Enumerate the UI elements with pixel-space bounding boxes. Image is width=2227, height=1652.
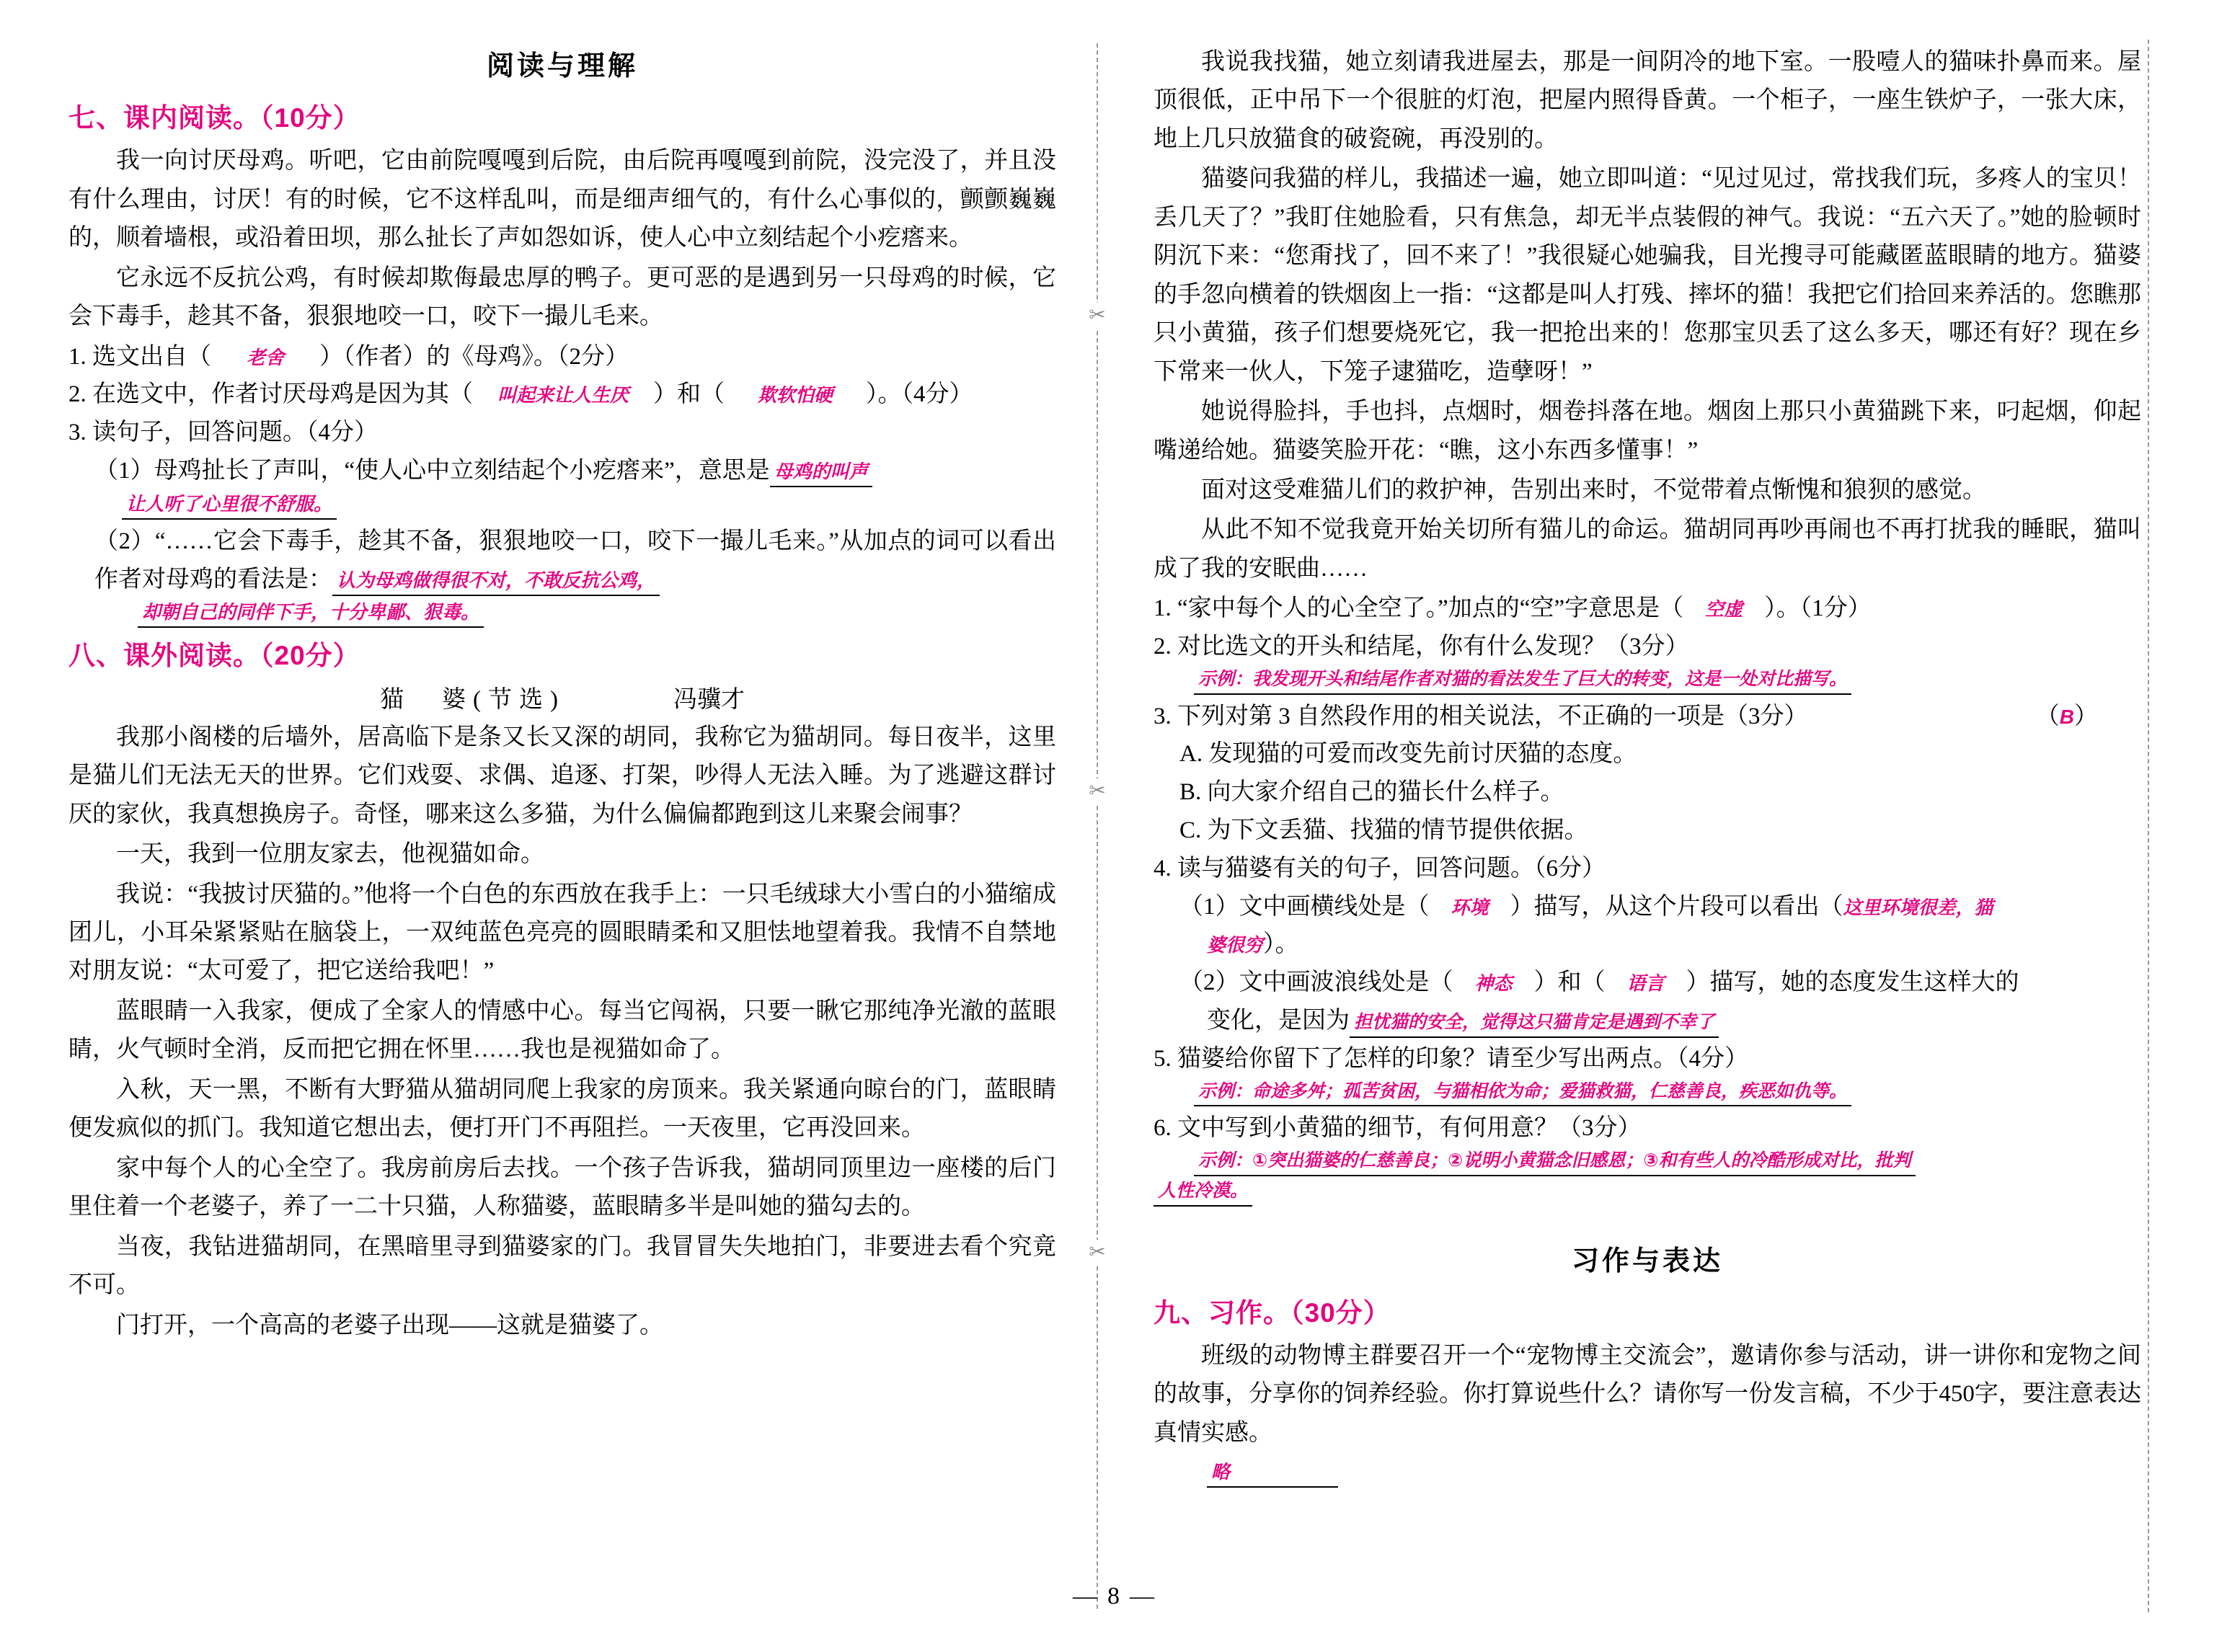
rq6-answer-line-1[interactable]: 示例：①突出猫婆的仁慈善良；②说明小黄猫念旧感恩；③和有些人的冷酷形成对比，批判 — [1194, 1149, 1916, 1176]
right-question-3-stem — [1154, 698, 2141, 736]
rq4-1-prefix: （1）文中画横线处是（ — [1179, 893, 1430, 920]
part7-question-3-2 — [68, 523, 1056, 599]
rq4-2-prefix: （2）文中画波浪线处是（ — [1179, 969, 1453, 996]
article-author: 冯骥才 — [673, 686, 745, 713]
q3-2-answer-row-2 — [68, 600, 1056, 628]
rq6-answer-line-2[interactable]: 人性冷漠。 — [1154, 1179, 1252, 1207]
rq4-1-answer-2-line-1[interactable]: 这里环境很差，猫 — [1843, 896, 1993, 918]
part8-passage-continued: 从此不知不觉我竟开始关切所有猫儿的命运。猫胡同再吵再闹也不再打扰我的睡眠，猫叫成了我的安眠曲…… — [1154, 517, 2141, 582]
rq4-sub2 — [1154, 964, 2141, 1002]
rq4-2-answer-3[interactable]: 担忧猫的安全，觉得这只猫肯定是遇到不幸了 — [1350, 1011, 1719, 1038]
rq3-option-a[interactable]: A. 发现猫的可爱而改变先前讨厌猫的态度。 — [1179, 741, 1637, 768]
part8-passage-continued: 我说我找猫，她立刻请我进屋去，那是一间阴冷的地下室。一股噎人的猫味扑鼻而来。屋顶很低，正中吊下一个很脏的灯泡，把屋内照得昏黄。一个柜子，一座生铁炉子，一张大床，地上几只放猫食的破瓷碗，再没别的。 — [1154, 49, 2141, 152]
right-question-4-stem: 4. 读与猫婆有关的句子，回答问题。（6分） — [1154, 855, 1606, 881]
part8-passage-paragraph: 蓝眼睛一入我家，便成了全家人的情感中心。每当它闯祸，只要一瞅它那纯净光澈的蓝眼睛，火气顿时全消，反而把它拥在怀里……我也是视猫如命了。 — [68, 998, 1056, 1063]
part7-question-3-1 — [68, 452, 1056, 490]
q3-1-text: （1）母鸡扯长了声叫，“使人心中立刻结起个小疙瘩来”，意思是 — [94, 457, 770, 484]
rq4-sub1-line2 — [1154, 925, 2141, 964]
right-edge-dashed-line — [2148, 40, 2149, 1612]
rq3-answer[interactable]: B — [2059, 705, 2074, 728]
rq3-option-c[interactable]: C. 为下文丢猫、找猫的情节提供依据。 — [1179, 817, 1588, 844]
q3-1-answer-line-2[interactable]: 让人听了心里很不舒服。 — [122, 492, 337, 520]
center-gutter-dashed-line — [1097, 43, 1098, 1609]
q1-prefix: 1. 选文出自（ — [68, 343, 211, 370]
q3-2-answer-line-2[interactable]: 却朝自己的同伴下手，十分卑鄙、狠毒。 — [138, 600, 484, 628]
part9-heading: 九、习作。（30分） — [1154, 1297, 1391, 1328]
q1-suffix: ）（作者）的《母鸡》。（2分） — [319, 343, 629, 370]
part8-passage-paragraph: 一天，我到一位朋友家去，他视猫如命。 — [116, 841, 544, 868]
scissors-icon: ✂ — [1084, 1240, 1110, 1266]
rq6-answer-row-1 — [1154, 1149, 2141, 1176]
rq3-answer-bracket: （B） — [2035, 703, 2098, 729]
part8-heading: 八、课外阅读。（20分） — [68, 641, 360, 671]
scissors-icon: ✂ — [1084, 303, 1110, 329]
rq4-sub2-line2 — [1154, 1002, 2141, 1040]
rq4-1-answer-2-line-2[interactable]: 婆很穷 — [1207, 934, 1264, 956]
left-column — [68, 43, 1056, 1346]
rq4-1-answer-1[interactable]: 环境 — [1451, 896, 1489, 918]
rq4-1-middle: ）描写，从这个片段可以看出（ — [1510, 893, 1843, 920]
part8-passage-paragraph: 当夜，我钻进猫胡同，在黑暗里寻到猫婆家的门。我冒冒失失地拍门，非要进去看个究竟不可。 — [68, 1233, 1056, 1299]
q3-2-text: （2）“……它会下毒手，趁其不备，狠狠地咬一口，咬下一撮儿毛来。”从加点的词可以看出作者对母鸡的看法是： — [94, 528, 1056, 592]
article-title: 猫 婆(节选) — [380, 686, 565, 713]
right-question-2-stem: 2. 对比选文的开头和结尾，你有什么发现？（3分） — [1154, 634, 1689, 660]
article-title-row — [68, 680, 1056, 714]
rq1-prefix: 1. “家中每个人的心全空了。”加点的“空”字意思是（ — [1154, 595, 1684, 622]
rq2-answer[interactable]: 示例：我发现开头和结尾作者对猫的看法发生了巨大的转变，这是一处对比描写。 — [1194, 667, 1851, 695]
rq3-option-b[interactable]: B. 向大家介绍自己的猫长什么样子。 — [1179, 779, 1564, 806]
footer-dash-left: — — [1073, 1583, 1097, 1609]
part7-question-3-stem: 3. 读句子，回答问题。（4分） — [68, 419, 378, 446]
q2-answer-2[interactable]: 欺软怕硬 — [757, 384, 833, 407]
rq4-2-suffix: ）描写，她的态度发生这样大的 — [1686, 969, 2019, 996]
part9-prompt: 班级的动物博主群要召开一个“宠物博主交流会”，邀请你参与活动，讲一讲你和宠物之间的故事，分享你的饲养经验。你打算说些什么？请你写一份发言稿，不少于450字，要注意表达真情实感。 — [1154, 1342, 2141, 1446]
rq2-answer-row — [1154, 667, 2141, 695]
section-title-reading: 阅读与理解 — [486, 51, 638, 81]
section-title-writing: 习作与表达 — [1571, 1245, 1723, 1276]
part8-passage-continued: 面对这受难猫儿们的救护神，告别出来时，不觉带着点惭愧和狼狈的感觉。 — [1201, 476, 1986, 503]
part9-answer-row — [1154, 1460, 2141, 1488]
part8-passage-continued: 她说得脸抖，手也抖，点烟时，烟卷抖落在地。烟囱上那只小黄猫跳下来，叼起烟，仰起嘴递给她。猫婆笑脸开花：“瞧，这小东西多懂事！” — [1154, 399, 2141, 463]
rq5-answer[interactable]: 示例：命途多舛；孤苦贫困，与猫相依为命；爱猫救猫，仁慈善良，疾恶如仇等。 — [1194, 1080, 1851, 1107]
q3-1-answer-line-1[interactable]: 母鸡的叫声 — [770, 459, 872, 487]
page-number: 8 — [1107, 1583, 1120, 1609]
rq4-2-answer-1[interactable]: 神态 — [1474, 972, 1513, 995]
q2-suffix: ）。（4分） — [866, 381, 973, 408]
part8-passage-paragraph: 我那小阁楼的后墙外，居高临下是条又长又深的胡同，我称它为猫胡同。每日夜半，这里是猫儿们无法无天的世界。它们戏耍、求偶、追逐、打架，吵得人无法入睡。为了逃避这群讨厌的家伙，我真想换房子。奇怪，哪来这么多猫，为什么偏偏都跑到这儿来聚会闹事？ — [68, 724, 1056, 827]
q2-middle: ）和（ — [653, 381, 725, 408]
q2-prefix: 2. 在选文中，作者讨厌母鸡是因为其（ — [68, 381, 473, 408]
rq4-sub1 — [1154, 888, 2141, 926]
rq3-stem-text: 3. 下列对第 3 自然段作用的相关说法，不正确的一项是（3分） — [1154, 703, 1808, 729]
part8-passage-paragraph: 家中每个人的心全空了。我房前房后去找。一个孩子告诉我，猫胡同顶里边一座楼的后门里住着一个老婆子，养了一二十只猫，人称猫婆，蓝眼睛多半是叫她的猫勾去的。 — [68, 1155, 1056, 1220]
rq5-answer-row — [1154, 1080, 2141, 1107]
rq4-1-suffix: ）。 — [1263, 931, 1299, 958]
part8-passage-continued: 猫婆问我猫的样儿，我描述一遍，她立即叫道：“见过见过，常找我们玩，多疼人的宝贝！丢几天了？”我盯住她脸看，只有焦急，却无半点装假的神气。我说：“五六天了。”她的脸顿时阴沉下来：“您甭找了，回不来了！”我很疑心她骗我，目光搜寻可能藏匿蓝眼睛的地方。猫婆的手忽向横着的铁烟囱上一指：“这都是叫人打残、摔坏的猫！我把它们拾回来养活的。您瞧那只小黄猫，孩子们想要烧死它，我一把抢出来的！您那宝贝丢了这么多天，哪还有好？现在乡下常来一伙人，下笼子逮猫吃，造孽呀！” — [1154, 166, 2141, 385]
q3-2-answer-line-1[interactable]: 认为母鸡做得很不对，不敢反抗公鸡， — [332, 568, 660, 596]
rq1-suffix: ）。（1分） — [1764, 595, 1872, 622]
part8-passage-paragraph: 我说：“我披讨厌猫的。”他将一个白色的东西放在我手上：一只毛绒球大小雪白的小猫缩成团儿，小耳朵紧紧贴在脑袋上，一双纯蓝色亮亮的圆眼睛柔和又胆怯地望着我。我情不自禁地对朋友说：“太可爱了，把它送给我吧！” — [68, 881, 1056, 985]
page-footer — [0, 1583, 2227, 1610]
right-column — [1154, 43, 2141, 1491]
footer-dash-right: — — [1130, 1583, 1154, 1609]
rq4-2-answer-2[interactable]: 语言 — [1626, 972, 1665, 995]
right-question-5-stem: 5. 猫婆给你留下了怎样的印象？请至少写出两点。（4分） — [1154, 1045, 1748, 1072]
rq4-2-line2-prefix: 变化，是因为 — [1207, 1008, 1350, 1034]
part7-heading: 七、课内阅读。（10分） — [68, 103, 360, 133]
part7-passage-paragraph: 我一向讨厌母鸡。听吧，它由前院嘎嘎到后院，由后院再嘎嘎到前院，没完没了，并且没有什么理由，讨厌！有的时候，它不这样乱叫，而是细声细气的，有什么心事似的，颤颤巍巍的，顺着墙根，或沿着田坝，那么扯长了声如怨如诉，使人心中立刻结起个小疙瘩来。 — [68, 148, 1056, 252]
right-question-1 — [1154, 590, 2141, 628]
rq6-answer-row-2 — [1154, 1179, 2141, 1207]
scissors-icon: ✂ — [1084, 778, 1110, 804]
q3-1-answer-row-2 — [68, 492, 1056, 520]
rq1-answer[interactable]: 空虚 — [1705, 598, 1743, 621]
right-question-6-stem: 6. 文中写到小黄猫的细节，有何用意？（3分） — [1154, 1115, 1642, 1142]
rq4-2-middle: ）和（ — [1533, 969, 1606, 996]
part7-passage-paragraph: 它永远不反抗公鸡，有时候却欺侮最忠厚的鸭子。更可恶的是遇到另一只母鸡的时候，它会下毒手，趁其不备，狠狠地咬一口，咬下一撮儿毛来。 — [68, 265, 1056, 330]
part7-question-1 — [68, 338, 1056, 376]
q1-answer[interactable]: 老舍 — [246, 346, 284, 368]
part8-passage-paragraph: 入秋，天一黑，不断有大野猫从猫胡同爬上我家的房顶来。我关紧通向晾台的门，蓝眼睛便发疯似的抓门。我知道它想出去，便打开门不再阻拦。一天夜里，它再没回来。 — [68, 1076, 1056, 1142]
q2-answer-1[interactable]: 叫起来让人生厌 — [497, 384, 629, 407]
part7-question-2 — [68, 376, 1056, 414]
part9-answer[interactable]: 略 — [1207, 1460, 1338, 1488]
part8-passage-paragraph: 门打开，一个高高的老婆子出现——这就是猫婆了。 — [116, 1312, 663, 1338]
